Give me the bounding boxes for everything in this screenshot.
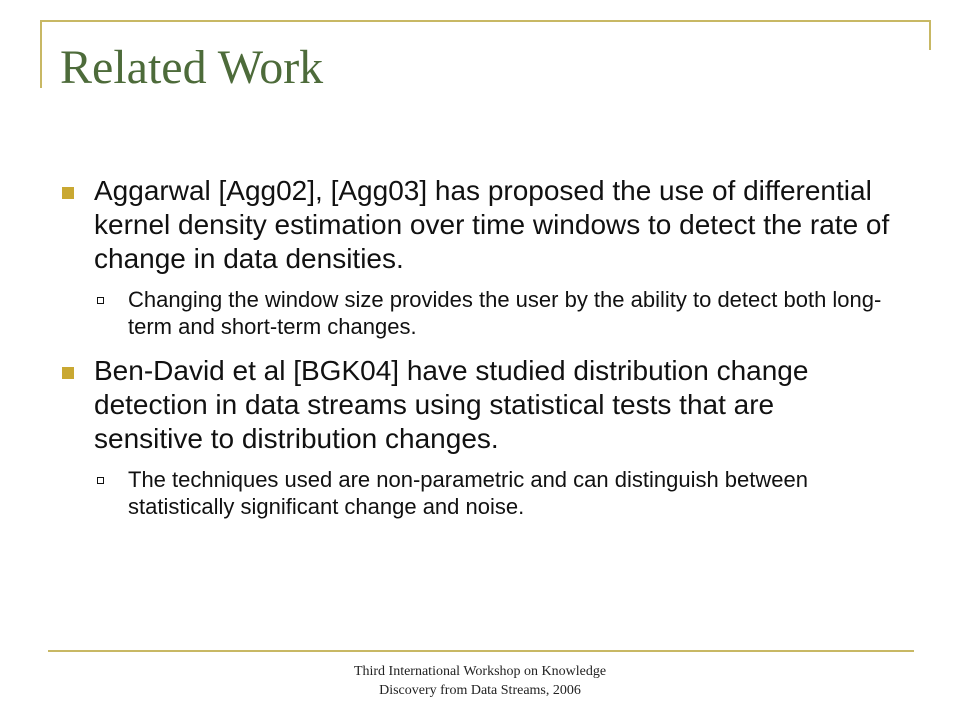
square-bullet-icon xyxy=(62,187,74,199)
hollow-square-bullet-icon xyxy=(97,477,104,484)
frame-left-line xyxy=(40,20,42,88)
bullet-text: Aggarwal [Agg02], [Agg03] has proposed the use of differential kernel density estimation over time windows to detect the rate of change in data densities. xyxy=(94,175,890,274)
bullet-item xyxy=(60,174,890,276)
bullet-text: Ben-David et al [BGK04] have studied distribution change detection in data streams using statistical tests that are sensitive to distribution changes. xyxy=(94,355,809,454)
sub-bullet-item xyxy=(94,286,890,340)
bullet-item xyxy=(60,354,890,456)
footer-line-1: Third International Workshop on Knowledge xyxy=(353,664,607,679)
slide-body xyxy=(60,174,890,520)
sub-bullet-text: Changing the window size provides the user by the ability to detect both long-term and short-term changes. xyxy=(128,287,882,339)
sub-bullet-item xyxy=(94,466,890,520)
footer-line-2: Discovery from Data Streams, 2006 xyxy=(379,683,581,698)
frame-right-line xyxy=(929,20,931,50)
frame-top-line xyxy=(40,20,930,22)
footer-divider xyxy=(48,650,914,652)
hollow-square-bullet-icon xyxy=(97,297,104,304)
slide-title: Related Work xyxy=(60,41,324,94)
slide-footer xyxy=(240,662,720,700)
sub-bullet-text: The techniques used are non-parametric and can distinguish between statistically significant change and noise. xyxy=(128,467,808,519)
square-bullet-icon xyxy=(62,367,74,379)
